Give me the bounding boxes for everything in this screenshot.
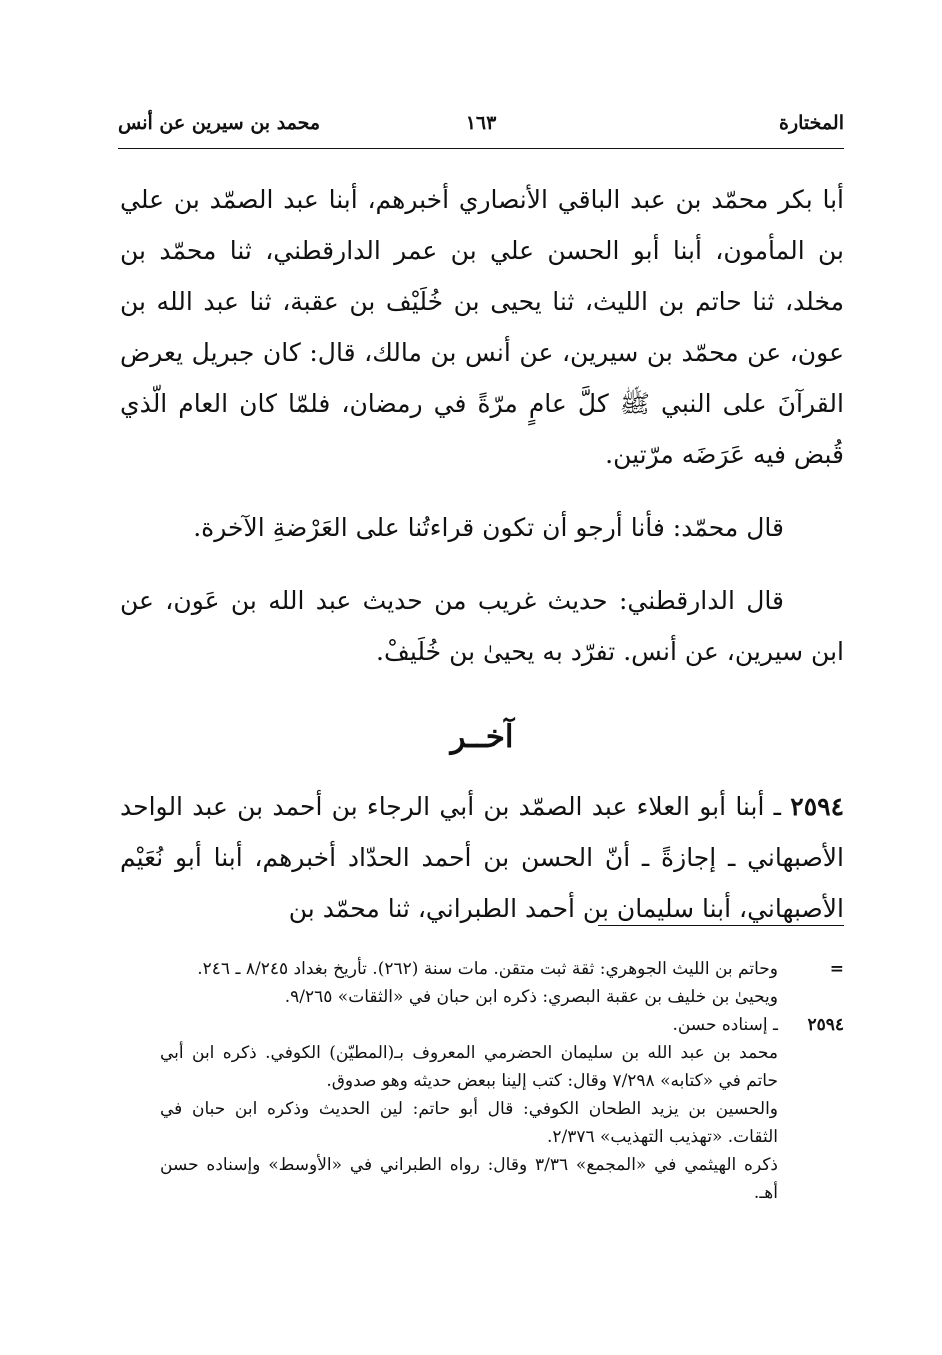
header-chapter-title: محمد بن سيرين عن أنس — [118, 112, 321, 134]
paragraph-daraqutni-comment: قال الدارقطني: حديث غريب من حديث عبد الله بن عَون، عن ابن سيرين، عن أنس. تفرّد به يحيىٰ بن خُلَيفْ. — [120, 586, 844, 666]
footnote-divider — [598, 925, 844, 926]
paragraph-muhammad-comment: قال محمّد: فأنا أرجو أن تكون قراءتُنا على العَرْضةِ الآخرة. — [193, 513, 784, 542]
footnote-text: ويحيىٰ بن خليف بن عقبة البصري: ذكره ابن حبان في «الثقات» ٩/٢٦٥. — [284, 987, 778, 1007]
footnote-entry — [160, 983, 844, 1011]
footnote-mark: = — [829, 959, 844, 979]
hadith-2594-text: ـ أبنا أبو العلاء عبد الصمّد بن أبي الرجاء بن أحمد بن عبد الواحد الأصبهاني ـ إجازةً ـ أنّ الحسن بن أحمد الحدّاد أخبرهم، أبنا أبو نُعَيْم الأصبهاني، أبنا سليمان بن أحمد الطبراني، ثنا محمّد بن — [120, 792, 844, 923]
footnote-text: محمد بن عبد الله بن سليمان الحضرمي المعروف بـ(المطيّن) الكوفي. ذكره ابن أبي حاتم في «كتابه» ٧/٢٩٨ وقال: كتب إلينا ببعض حديثه وهو صدوق. — [160, 1043, 778, 1091]
footnote-text: والحسين بن يزيد الطحان الكوفي: قال أبو حاتم: لين الحديث وذكره ابن حبان في الثقات. «تهذيب التهذيب» ٢/٣٧٦. — [160, 1099, 778, 1147]
section-heading: آخــر — [450, 719, 514, 755]
paragraph-hadith-2594 — [120, 781, 844, 934]
footnote-entry — [160, 955, 844, 983]
footnote-text: وحاتم بن الليث الجوهري: ثقة ثبت متقن. مات سنة (٢٦٢). تأريخ بغداد ٨/٢٤٥ ـ ٢٤٦. — [197, 959, 778, 979]
footnote-entry — [160, 1095, 844, 1151]
footnote-mark: ٢٥٩٤ — [807, 1015, 844, 1035]
running-header — [118, 112, 844, 142]
main-text — [120, 174, 844, 934]
page-number: ١٦٣ — [465, 112, 497, 134]
header-book-title: المختارة — [779, 112, 844, 134]
footnotes — [160, 955, 844, 1207]
footnote-entry — [160, 1039, 844, 1095]
header-divider — [118, 148, 844, 149]
hadith-number: ٢٥٩٤ — [790, 792, 844, 821]
footnote-text: ذكره الهيثمي في «المجمع» ٣/٣٦ وقال: رواه الطبراني في «الأوسط» وإسناده حسن أهـ. — [160, 1155, 778, 1203]
footnote-entry — [160, 1151, 844, 1207]
paragraph-hadith-text: أبا بكر محمّد بن عبد الباقي الأنصاري أخبرهم، أبنا عبد الصمّد بن علي بن المأمون، أبنا أبو الحسن علي بن عمر الدارقطني، ثنا محمّد بن مخلد، ثنا حاتم بن الليث، ثنا يحيى بن خُلَيْف بن عقبة، ثنا عبد الله بن عون، عن محمّد بن سيرين، عن أنس بن مالك، قال: كان جبريل يعرض القرآنَ على النبي ﷺ كلَّ عامٍ مرّةً في رمضان، فلمّا كان العام الّذي قُبض فيه عَرَضَه مرّتين. — [120, 185, 844, 469]
footnote-entry — [160, 1011, 844, 1039]
footnote-text: ـ إسناده حسن. — [672, 1015, 778, 1035]
